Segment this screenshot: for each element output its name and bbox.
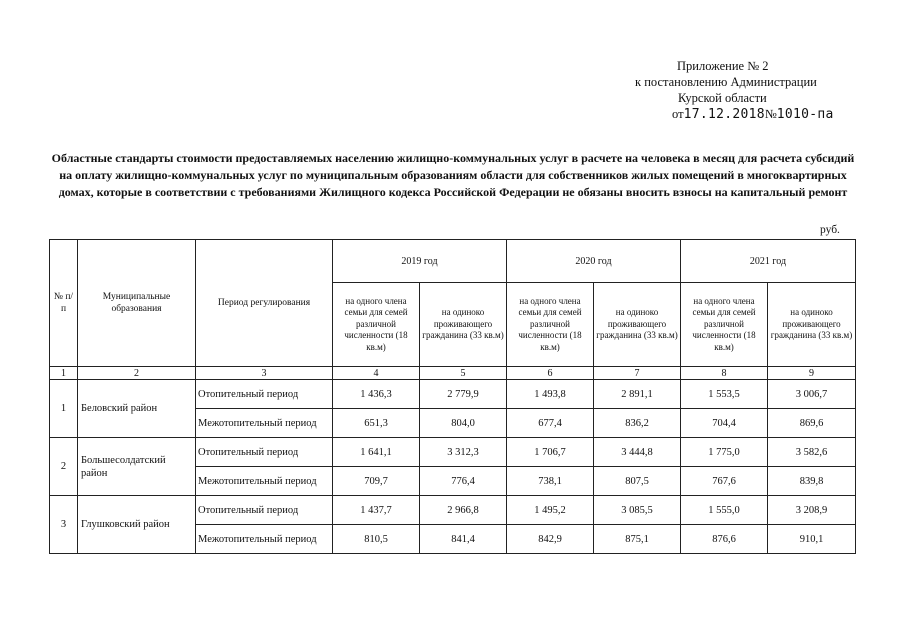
- row-index: 3: [50, 496, 78, 554]
- table-cell: 776,4: [420, 467, 507, 496]
- row-index: 1: [50, 380, 78, 438]
- table-cell: 836,2: [594, 409, 681, 438]
- table-cell: 3 085,5: [594, 496, 681, 525]
- header-year-2021: 2021 год: [681, 240, 856, 283]
- table-cell: 3 582,6: [768, 438, 856, 467]
- table-cell: 738,1: [507, 467, 594, 496]
- column-number: 1: [50, 367, 78, 380]
- table-cell: 1 553,5: [681, 380, 768, 409]
- table-cell: 2 966,8: [420, 496, 507, 525]
- appendix-region: Курской области: [678, 91, 767, 105]
- table-cell: 2 891,1: [594, 380, 681, 409]
- table-cell: 869,6: [768, 409, 856, 438]
- row-index: 2: [50, 438, 78, 496]
- table-cell: 1 775,0: [681, 438, 768, 467]
- column-number: 2: [78, 367, 196, 380]
- period-heating: Отопительный период: [196, 496, 333, 525]
- column-number: 9: [768, 367, 856, 380]
- table-cell: 2 779,9: [420, 380, 507, 409]
- header-single-2021: на одиноко проживающего гражданина (33 кв.м): [768, 283, 856, 367]
- table-cell: 3 208,9: [768, 496, 856, 525]
- table-cell: 1 436,3: [333, 380, 420, 409]
- municipality-name: Глушковский район: [78, 496, 196, 554]
- column-number: 6: [507, 367, 594, 380]
- appendix-date-prefix: от: [672, 107, 684, 121]
- period-non-heating: Межотопительный период: [196, 467, 333, 496]
- municipality-name: Беловский район: [78, 380, 196, 438]
- column-number: 4: [333, 367, 420, 380]
- table-cell: 677,4: [507, 409, 594, 438]
- header-municipality: Муниципальные образования: [78, 240, 196, 367]
- appendix-date-number: [600, 106, 890, 123]
- period-heating: Отопительный период: [196, 380, 333, 409]
- appendix-date: 17.12.2018: [683, 107, 765, 122]
- currency-unit: руб.: [820, 224, 840, 236]
- table-cell: 910,1: [768, 525, 856, 554]
- table-cell: 876,6: [681, 525, 768, 554]
- table-cell: 3 006,7: [768, 380, 856, 409]
- table-cell: 1 437,7: [333, 496, 420, 525]
- table-cell: 1 641,1: [333, 438, 420, 467]
- header-period: Период регулирования: [196, 240, 333, 367]
- table-cell: 767,6: [681, 467, 768, 496]
- table-cell: 804,0: [420, 409, 507, 438]
- header-single-2019: на одиноко проживающего гражданина (33 кв.м): [420, 283, 507, 367]
- column-number: 5: [420, 367, 507, 380]
- header-family-2020: на одного члена семьи для семей различной численности (18 кв.м): [507, 283, 594, 367]
- table-cell: 842,9: [507, 525, 594, 554]
- header-family-2021: на одного члена семьи для семей различной численности (18 кв.м): [681, 283, 768, 367]
- table-cell: 839,8: [768, 467, 856, 496]
- period-non-heating: Межотопительный период: [196, 525, 333, 554]
- appendix-block: [600, 58, 890, 123]
- header-year-2020: 2020 год: [507, 240, 681, 283]
- column-number: 8: [681, 367, 768, 380]
- header-num: № п/п: [50, 240, 78, 367]
- table-cell: 1 555,0: [681, 496, 768, 525]
- document-title: Областные стандарты стоимости предоставляемых населению жилищно-коммунальных услуг в расчете на человека в месяц для расчета субсидий на оплату жилищно-коммунальных услуг по муниципальным образованиям области для собственников жилых помещений в многоквартирных домах, которые в соответствии с требованиями Жилищного кодекса Российской Федерации не обязаны вносить взносы на капитальный ремонт: [51, 151, 855, 199]
- standards-table: [49, 239, 856, 554]
- table-cell: 651,3: [333, 409, 420, 438]
- table-cell: 810,5: [333, 525, 420, 554]
- table-cell: 1 495,2: [507, 496, 594, 525]
- appendix-resolution: к постановлению Администрации: [635, 75, 817, 89]
- column-number: 7: [594, 367, 681, 380]
- table-cell: 1 706,7: [507, 438, 594, 467]
- appendix-number-prefix: №: [764, 107, 777, 121]
- header-single-2020: на одиноко проживающего гражданина (33 кв.м): [594, 283, 681, 367]
- header-year-2019: 2019 год: [333, 240, 507, 283]
- table-cell: 709,7: [333, 467, 420, 496]
- table-cell: 875,1: [594, 525, 681, 554]
- table-cell: 841,4: [420, 525, 507, 554]
- header-family-2019: на одного члена семьи для семей различной численности (18 кв.м): [333, 283, 420, 367]
- column-number: 3: [196, 367, 333, 380]
- appendix-number: 1010-па: [776, 107, 834, 122]
- table-cell: 3 444,8: [594, 438, 681, 467]
- period-heating: Отопительный период: [196, 438, 333, 467]
- table-cell: 704,4: [681, 409, 768, 438]
- table-cell: 807,5: [594, 467, 681, 496]
- appendix-title: Приложение № 2: [677, 59, 769, 73]
- period-non-heating: Межотопительный период: [196, 409, 333, 438]
- table-cell: 1 493,8: [507, 380, 594, 409]
- municipality-name: Большесолдатский район: [78, 438, 196, 496]
- table-cell: 3 312,3: [420, 438, 507, 467]
